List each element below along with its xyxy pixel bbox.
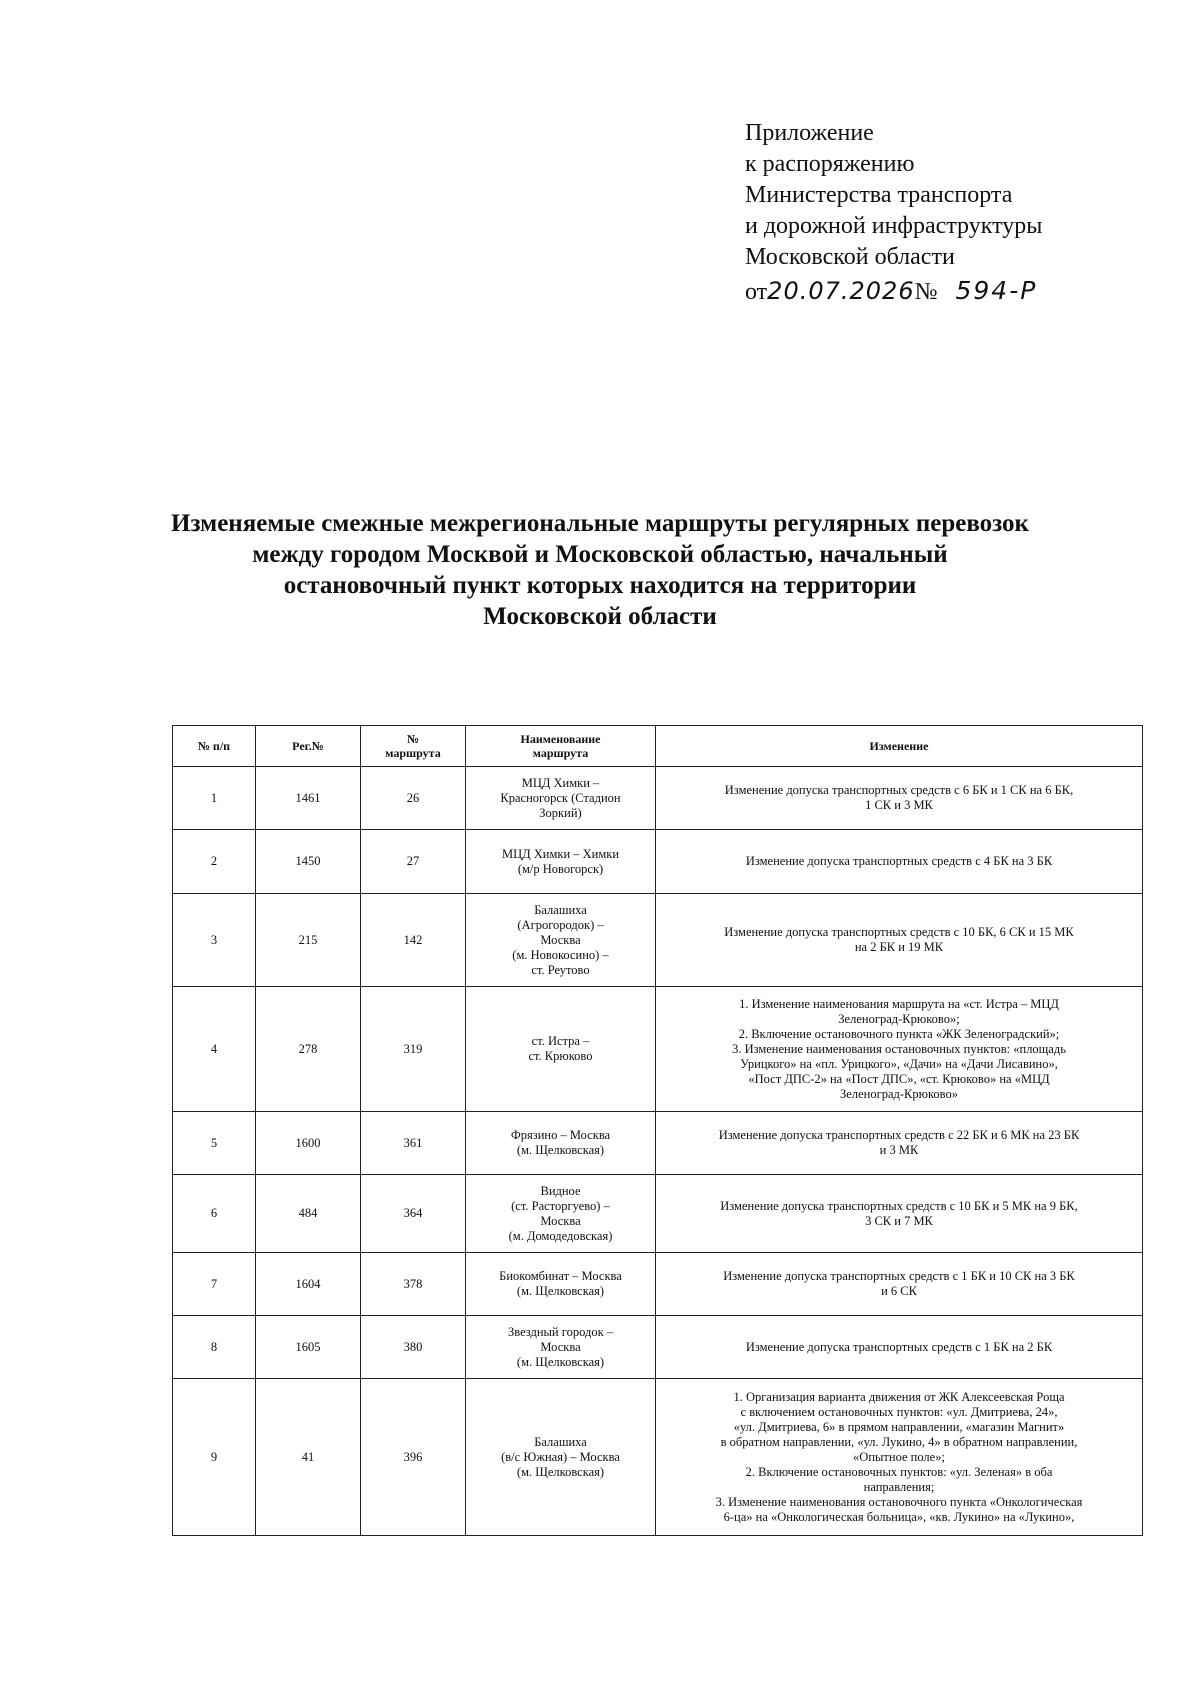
cell-reg: 1604: [256, 1253, 361, 1316]
cell-reg: 215: [256, 894, 361, 987]
table-row: [173, 830, 1143, 894]
appendix-line: Приложение: [745, 120, 874, 146]
cell-reg: 1605: [256, 1316, 361, 1379]
cell-name: Биокомбинат – Москва (м. Щелковская): [466, 1253, 656, 1316]
appendix-line: Московской области: [745, 244, 955, 270]
cell-reg: 1450: [256, 830, 361, 894]
cell-num: 1: [173, 767, 256, 830]
cell-change: Изменение допуска транспортных средств с 1 БК на 2 БК: [656, 1316, 1143, 1379]
cell-name: Фрязино – Москва (м. Щелковская): [466, 1112, 656, 1175]
title-line: остановочный пункт которых находится на территории: [283, 572, 917, 599]
cell-num: 4: [173, 987, 256, 1112]
cell-name: Видное (ст. Расторгуево) – Москва (м. Домодедовская): [466, 1175, 656, 1253]
date-prefix: от: [745, 279, 768, 305]
cell-change: 1. Изменение наименования маршрута на «ст. Истра – МЦД Зеленоград-Крюково»; 2. Включение остановочного пункта «ЖК Зеленоградский»; 3. Изменение наименования остановочных пунктов: «площадь Урицкого» на «пл. Урицкого», «Дачи» на «Дачи Лисавино», «Пост ДПС-2» на «Пост ДПС», «ст. Крюково» на «МЦД Зеленоград-Крюково»: [656, 987, 1143, 1112]
cell-route: 27: [361, 830, 466, 894]
cell-name: МЦД Химки – Химки (м/р Новогорск): [466, 830, 656, 894]
cell-route: 361: [361, 1112, 466, 1175]
cell-route: 364: [361, 1175, 466, 1253]
order-date-number: [745, 275, 1165, 308]
cell-name: ст. Истра – ст. Крюково: [466, 987, 656, 1112]
table-row: [173, 1379, 1143, 1536]
header-route: № маршрута: [361, 726, 466, 767]
title-line: Изменяемые смежные межрегиональные маршруты регулярных перевозок: [171, 510, 1029, 537]
cell-change: 1. Организация варианта движения от ЖК Алексеевская Роща с включением остановочных пунктов: «ул. Дмитриева, 24», «ул. Дмитриева, 6» в прямом направлении, «магазин Магнит» в обратном направлении, «ул. Лукино, 4» в обратном направлении, «Опытное поле»; 2. Включение остановочных пунктов: «ул. Зеленая» в оба направления; 3. Изменение наименования остановочного пункта «Онкологическая 6-ца» на «Онкологическая больница», «кв. Лукино» на «Лукино»,: [656, 1379, 1143, 1536]
cell-change: Изменение допуска транспортных средств с 10 БК, 6 СК и 15 МК на 2 БК и 19 МК: [656, 894, 1143, 987]
handwritten-number: 594-Р: [955, 276, 1038, 305]
appendix-line: Министерства транспорта: [745, 182, 1013, 208]
cell-name: Балашиха (в/с Южная) – Москва (м. Щелковская): [466, 1379, 656, 1536]
document-title: [140, 508, 1060, 632]
cell-reg: 278: [256, 987, 361, 1112]
cell-reg: 484: [256, 1175, 361, 1253]
table-body: [173, 767, 1143, 1536]
header-change: Изменение: [656, 726, 1143, 767]
cell-route: 26: [361, 767, 466, 830]
table-header: [173, 726, 1143, 767]
number-label: №: [914, 279, 938, 305]
appendix-block: [745, 118, 1165, 308]
cell-route: 380: [361, 1316, 466, 1379]
cell-name: МЦД Химки – Красногорск (Стадион Зоркий): [466, 767, 656, 830]
cell-change: Изменение допуска транспортных средств с 4 БК на 3 БК: [656, 830, 1143, 894]
cell-change: Изменение допуска транспортных средств с 1 БК и 10 СК на 3 БК и 6 СК: [656, 1253, 1143, 1316]
cell-change: Изменение допуска транспортных средств с 10 БК и 5 МК на 9 БК, 3 СК и 7 МК: [656, 1175, 1143, 1253]
table-row: [173, 987, 1143, 1112]
table-row: [173, 1253, 1143, 1316]
handwritten-date: 20.07.2026: [767, 277, 915, 305]
cell-reg: 1461: [256, 767, 361, 830]
cell-reg: 41: [256, 1379, 361, 1536]
cell-num: 5: [173, 1112, 256, 1175]
appendix-line: к распоряжению: [745, 151, 915, 177]
cell-num: 9: [173, 1379, 256, 1536]
cell-change: Изменение допуска транспортных средств с 6 БК и 1 СК на 6 БК, 1 СК и 3 МК: [656, 767, 1143, 830]
header-num: № п/п: [173, 726, 256, 767]
cell-route: 378: [361, 1253, 466, 1316]
header-reg: Рег.№: [256, 726, 361, 767]
table-row: [173, 1175, 1143, 1253]
title-line: между городом Москвой и Московской областью, начальный: [252, 541, 948, 568]
cell-num: 6: [173, 1175, 256, 1253]
cell-num: 3: [173, 894, 256, 987]
routes-table: [172, 725, 1143, 1536]
cell-change: Изменение допуска транспортных средств с 22 БК и 6 МК на 23 БК и 3 МК: [656, 1112, 1143, 1175]
cell-route: 142: [361, 894, 466, 987]
header-row: [173, 726, 1143, 767]
header-name: Наименование маршрута: [466, 726, 656, 767]
cell-num: 2: [173, 830, 256, 894]
table-row: [173, 894, 1143, 987]
table-row: [173, 1316, 1143, 1379]
table-row: [173, 767, 1143, 830]
cell-route: 319: [361, 987, 466, 1112]
appendix-line: и дорожной инфраструктуры: [745, 213, 1043, 239]
cell-reg: 1600: [256, 1112, 361, 1175]
cell-num: 8: [173, 1316, 256, 1379]
cell-num: 7: [173, 1253, 256, 1316]
table-row: [173, 1112, 1143, 1175]
cell-name: Балашиха (Агрогородок) – Москва (м. Новокосино) – ст. Реутово: [466, 894, 656, 987]
cell-route: 396: [361, 1379, 466, 1536]
title-line: Московской области: [483, 603, 717, 630]
cell-name: Звездный городок – Москва (м. Щелковская): [466, 1316, 656, 1379]
